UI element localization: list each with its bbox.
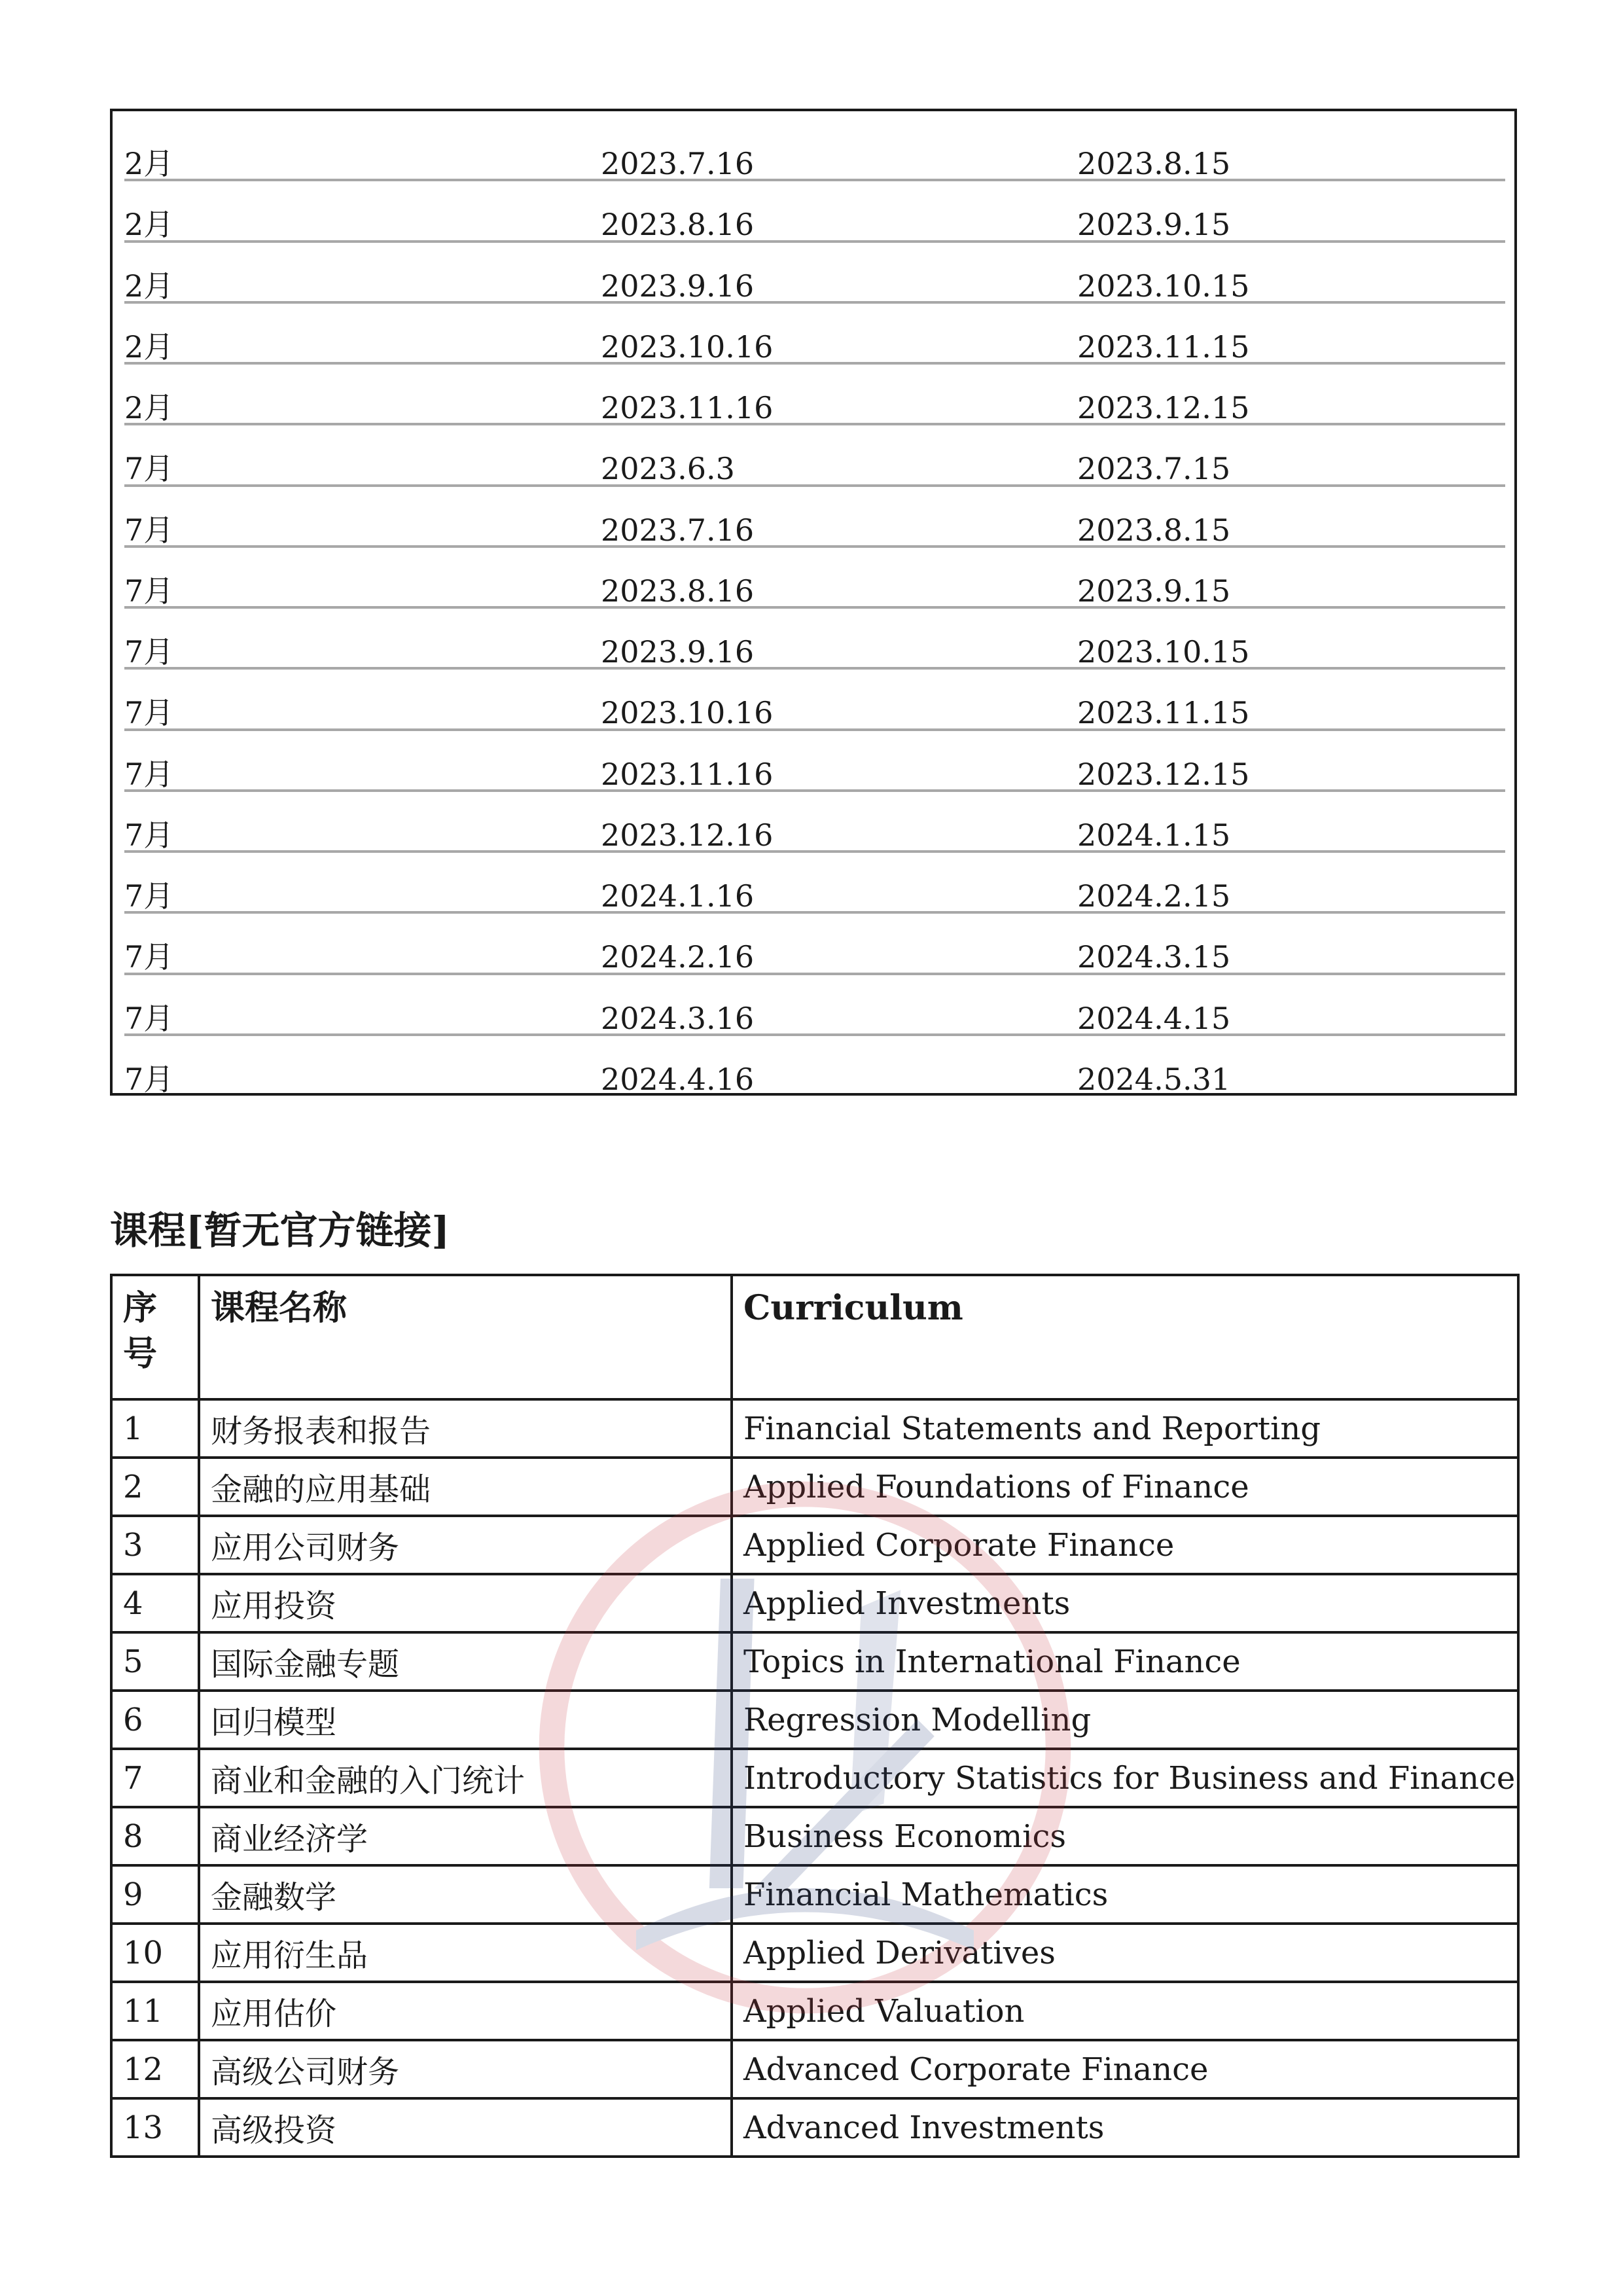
course-name-en: Applied Derivatives [732,1924,1518,1982]
date-cell-month: 7月 [124,1000,174,1036]
date-row [124,609,1505,670]
date-cell-month: 7月 [124,1061,174,1097]
date-cell-start: 2023.10.16 [601,695,774,731]
date-row [124,365,1505,425]
date-cell-end: 2023.9.15 [1077,207,1231,243]
course-index: 11 [111,1982,199,2040]
date-cell-start: 2023.12.16 [601,817,774,853]
date-schedule-table [110,109,1517,1096]
course-name-cn: 商业和金融的入门统计 [199,1749,732,1807]
date-cell-start: 2024.4.16 [601,1061,755,1097]
date-cell-end: 2023.12.15 [1077,756,1250,792]
date-cell-month: 2月 [124,207,174,243]
date-cell-end: 2023.11.15 [1077,695,1250,731]
course-row [111,1982,1518,2040]
course-index: 9 [111,1865,199,1924]
date-row [124,914,1505,975]
date-cell-end: 2024.3.15 [1077,939,1231,975]
date-cell-start: 2023.8.16 [601,573,755,609]
date-cell-end: 2023.8.15 [1077,512,1231,548]
course-table [110,1274,1520,2158]
course-index: 12 [111,2040,199,2098]
course-index: 5 [111,1632,199,1691]
course-name-cn: 应用估价 [199,1982,732,2040]
date-cell-month: 2月 [124,390,174,425]
course-index: 2 [111,1458,199,1516]
date-row [124,487,1505,548]
course-index: 1 [111,1399,199,1458]
course-name-en: Financial Statements and Reporting [732,1399,1518,1458]
date-row [124,853,1505,914]
header-name-en: Curriculum [732,1275,1518,1399]
course-index: 13 [111,2098,199,2157]
date-cell-end: 2023.12.15 [1077,390,1250,425]
date-row [124,792,1505,853]
course-name-en: Advanced Investments [732,2098,1518,2157]
date-cell-start: 2023.8.16 [601,207,755,243]
course-row [111,1574,1518,1632]
course-name-en: Applied Foundations of Finance [732,1458,1518,1516]
course-row [111,1807,1518,1865]
course-row [111,1749,1518,1807]
date-cell-start: 2024.1.16 [601,878,755,914]
date-cell-end: 2023.10.15 [1077,268,1250,304]
date-cell-month: 7月 [124,573,174,609]
date-cell-start: 2023.6.3 [601,451,735,487]
date-row [124,181,1505,242]
course-index: 8 [111,1807,199,1865]
date-cell-end: 2024.5.31 [1077,1061,1231,1097]
date-row [124,120,1505,181]
course-name-en: Advanced Corporate Finance [732,2040,1518,2098]
date-cell-month: 2月 [124,146,174,181]
date-cell-end: 2023.10.15 [1077,634,1250,670]
course-index: 4 [111,1574,199,1632]
date-cell-start: 2023.11.16 [601,756,774,792]
date-row [124,975,1505,1036]
date-cell-start: 2024.3.16 [601,1000,755,1036]
date-cell-start: 2024.2.16 [601,939,755,975]
date-cell-end: 2023.8.15 [1077,146,1231,181]
course-index: 10 [111,1924,199,1982]
course-name-en: Applied Valuation [732,1982,1518,2040]
course-name-cn: 应用衍生品 [199,1924,732,1982]
course-row [111,1516,1518,1574]
course-row [111,1458,1518,1516]
course-name-cn: 财务报表和报告 [199,1399,732,1458]
date-cell-month: 7月 [124,878,174,914]
courses-section-title: 课程[暂无官方链接] [110,1208,450,1253]
course-name-cn: 国际金融专题 [199,1632,732,1691]
course-name-cn: 高级投资 [199,2098,732,2157]
date-cell-month: 2月 [124,268,174,304]
course-row [111,1865,1518,1924]
course-name-cn: 金融数学 [199,1865,732,1924]
course-name-cn: 金融的应用基础 [199,1458,732,1516]
course-row [111,2040,1518,2098]
date-row [124,1036,1505,1097]
date-row [124,304,1505,365]
course-row [111,1632,1518,1691]
course-row [111,1399,1518,1458]
course-name-en: Introductory Statistics for Business and Finance [732,1749,1518,1807]
date-cell-start: 2023.7.16 [601,146,755,181]
date-cell-end: 2024.1.15 [1077,817,1231,853]
date-cell-start: 2023.11.16 [601,390,774,425]
course-name-cn: 回归模型 [199,1691,732,1749]
course-row [111,2098,1518,2157]
date-cell-month: 7月 [124,817,174,853]
date-cell-start: 2023.7.16 [601,512,755,548]
course-table-header-row [111,1275,1518,1399]
date-row [124,670,1505,730]
course-name-en: Regression Modelling [732,1691,1518,1749]
header-name-cn: 课程名称 [199,1275,732,1399]
course-index: 7 [111,1749,199,1807]
date-cell-end: 2024.4.15 [1077,1000,1231,1036]
course-name-cn: 商业经济学 [199,1807,732,1865]
course-row [111,1924,1518,1982]
course-row [111,1691,1518,1749]
course-name-cn: 应用投资 [199,1574,732,1632]
course-name-en: Business Economics [732,1807,1518,1865]
date-cell-end: 2023.11.15 [1077,329,1250,365]
date-cell-month: 7月 [124,634,174,670]
date-cell-end: 2024.2.15 [1077,878,1231,914]
date-cell-end: 2023.7.15 [1077,451,1231,487]
date-cell-month: 2月 [124,329,174,365]
course-index: 6 [111,1691,199,1749]
date-cell-start: 2023.10.16 [601,329,774,365]
date-row [124,243,1505,304]
date-cell-month: 7月 [124,756,174,792]
date-cell-start: 2023.9.16 [601,634,755,670]
date-row [124,548,1505,609]
date-cell-end: 2023.9.15 [1077,573,1231,609]
date-cell-month: 7月 [124,939,174,975]
course-name-en: Applied Corporate Finance [732,1516,1518,1574]
course-name-en: Financial Mathematics [732,1865,1518,1924]
course-name-en: Applied Investments [732,1574,1518,1632]
date-cell-start: 2023.9.16 [601,268,755,304]
course-name-en: Topics in International Finance [732,1632,1518,1691]
header-index: 序号 [111,1275,199,1399]
course-index: 3 [111,1516,199,1574]
date-cell-month: 7月 [124,695,174,731]
date-row [124,731,1505,792]
course-name-cn: 应用公司财务 [199,1516,732,1574]
course-name-cn: 高级公司财务 [199,2040,732,2098]
date-row [124,425,1505,486]
date-cell-month: 7月 [124,451,174,487]
date-cell-month: 7月 [124,512,174,548]
